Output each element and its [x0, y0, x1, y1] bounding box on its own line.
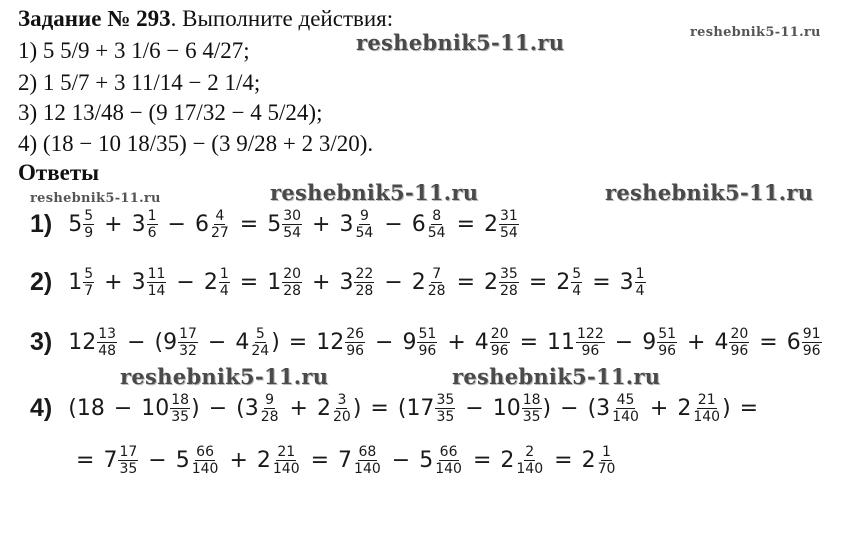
fraction [354, 266, 374, 299]
op: − [207, 330, 227, 355]
denominator: 54 [500, 225, 518, 241]
mixed-number [338, 444, 383, 477]
mixed-whole: 2 [203, 270, 218, 295]
numerator: 35 [500, 266, 518, 282]
mixed-number [677, 392, 722, 425]
numerator: 1 [602, 444, 611, 460]
numerator: 9 [359, 208, 369, 224]
mixed-whole: 2 [484, 270, 499, 295]
numerator: 21 [277, 444, 296, 460]
op: − [113, 396, 133, 421]
mixed-whole: 11 [547, 330, 576, 355]
mixed-whole: 2 [500, 448, 515, 473]
denominator: 140 [612, 409, 639, 425]
solution-number: 2) [30, 268, 53, 296]
mixed-whole: 7 [338, 448, 353, 473]
fraction [282, 266, 302, 299]
numerator: 5 [255, 326, 265, 342]
mixed-number [132, 266, 168, 299]
fraction [499, 266, 519, 299]
mixed-number [547, 326, 606, 359]
mixed-number [257, 444, 302, 477]
mixed-whole: 4 [714, 330, 729, 355]
mixed-number [484, 208, 520, 241]
solution-number: 4) [30, 394, 53, 422]
paren: ( [397, 396, 407, 421]
fraction [427, 266, 447, 299]
op: + [289, 396, 308, 421]
numerator: 5 [572, 266, 582, 282]
op: − [560, 396, 579, 421]
fraction [427, 208, 447, 241]
task-header [18, 6, 393, 32]
numerator: 22 [355, 266, 374, 282]
denominator: 9 [84, 225, 94, 241]
op: = [239, 212, 259, 237]
fraction [417, 326, 437, 359]
numerator: 1 [147, 208, 157, 224]
paren: ) [271, 330, 280, 355]
denominator: 35 [522, 409, 541, 425]
denominator: 4 [572, 283, 582, 299]
op: + [447, 330, 466, 355]
denominator: 24 [251, 343, 270, 359]
fraction [522, 392, 542, 425]
op: = [370, 396, 389, 421]
watermark: reshebnik5-11.ru [452, 364, 661, 389]
denominator: 96 [658, 343, 677, 359]
numerator: 51 [658, 326, 677, 342]
mixed-number [68, 326, 118, 359]
mixed-whole: 6 [786, 330, 801, 355]
mixed-whole: 5 [68, 212, 83, 237]
watermark: reshebnik5-11.ru [270, 180, 479, 205]
solution-number: 1) [30, 210, 53, 238]
mixed-number [267, 266, 303, 299]
mixed-whole: 2 [316, 396, 331, 421]
mixed-number [204, 266, 231, 299]
numerator: 51 [418, 326, 437, 342]
op: = [528, 270, 548, 295]
mixed-number [412, 266, 448, 299]
fraction [282, 208, 302, 241]
mixed-number [316, 326, 366, 359]
mixed-number [402, 326, 438, 359]
paren: ( [587, 396, 597, 421]
denominator: 6 [147, 225, 157, 241]
op: + [104, 212, 123, 237]
watermark: reshebnik5-11.ru [356, 30, 565, 55]
numerator: 17 [119, 444, 138, 460]
numerator: 18 [171, 392, 190, 408]
fraction [490, 326, 510, 359]
mixed-number [714, 326, 750, 359]
op: = [76, 448, 95, 473]
op: = [739, 396, 759, 421]
op: − [208, 396, 228, 421]
denominator: 140 [435, 461, 462, 477]
numerator: 122 [577, 326, 604, 342]
mixed-whole: 3 [619, 270, 634, 295]
mixed-whole: 6 [194, 212, 209, 237]
numerator: 21 [697, 392, 716, 408]
mixed-number [339, 208, 375, 241]
mixed-number [787, 326, 823, 359]
numerator: 13 [98, 326, 117, 342]
numerator: 20 [283, 266, 302, 282]
op: = [472, 448, 492, 473]
fraction [272, 444, 301, 477]
denominator: 96 [581, 343, 600, 359]
op: + [312, 212, 331, 237]
op: = [519, 330, 539, 355]
mixed-number [176, 444, 221, 477]
mixed-number [163, 326, 199, 359]
task-line-3: 3) 12 13/48 − (9 17/32 − 4 5/24); [18, 100, 323, 125]
denominator: 28 [500, 283, 518, 299]
paren: ( [154, 330, 164, 355]
mixed-whole: 3 [131, 270, 146, 295]
denominator: 140 [516, 461, 544, 477]
mixed-whole: 1 [68, 270, 83, 295]
mixed-whole: 10 [141, 396, 170, 421]
op: − [465, 396, 484, 421]
numerator: 11 [147, 266, 166, 282]
paren: ) [722, 396, 731, 421]
numerator: 7 [432, 266, 442, 282]
denominator: 27 [210, 225, 229, 241]
watermark-small: reshebnik5-11.ru [690, 25, 821, 40]
op: = [592, 270, 611, 295]
mixed-whole: 3 [339, 270, 354, 295]
op: − [614, 330, 634, 355]
mixed-number [103, 444, 139, 477]
mixed-whole: 12 [68, 330, 97, 355]
mixed-number [642, 326, 678, 359]
fraction [118, 444, 138, 477]
fraction [178, 326, 198, 359]
task-line-4: 4) (18 − 10 18/35) − (3 9/28 + 2 3/20). [18, 131, 374, 156]
mixed-number [484, 266, 520, 299]
mixed-whole: 17 [406, 396, 435, 421]
mixed-number [582, 444, 618, 477]
op: = [239, 270, 259, 295]
mixed-number [406, 392, 456, 425]
fraction [729, 326, 749, 359]
mixed-whole: 3 [339, 212, 354, 237]
denominator: 28 [283, 283, 302, 299]
fraction [499, 208, 519, 241]
denominator: 14 [147, 283, 166, 299]
mixed-number [68, 266, 95, 299]
mixed-whole: 10 [492, 396, 521, 421]
mixed-whole: 12 [316, 330, 345, 355]
mixed-whole: 9 [402, 330, 417, 355]
fraction [97, 326, 117, 359]
fraction [147, 266, 167, 299]
mixed-number [235, 326, 271, 359]
numerator: 30 [283, 208, 302, 224]
answers-heading: Ответы [18, 160, 100, 185]
fraction [515, 444, 544, 477]
number: 18 [76, 396, 105, 421]
numerator: 2 [525, 444, 535, 460]
denominator: 96 [802, 343, 821, 359]
mixed-number [267, 208, 303, 241]
numerator: 18 [522, 392, 541, 408]
mixed-whole: 5 [419, 448, 434, 473]
fraction [170, 392, 190, 425]
op: + [229, 448, 248, 473]
mixed-whole: 6 [411, 212, 426, 237]
paren: ( [68, 396, 77, 421]
task-line-2: 2) 1 5/7 + 3 11/14 − 2 1/4; [18, 70, 261, 95]
op: − [148, 448, 167, 473]
numerator: 35 [436, 392, 455, 408]
numerator: 26 [346, 326, 365, 342]
fraction [802, 326, 822, 359]
numerator: 1 [219, 266, 229, 282]
mixed-whole: 1 [267, 270, 282, 295]
fraction [354, 208, 374, 241]
numerator: 4 [215, 208, 225, 224]
numerator: 17 [179, 326, 197, 342]
numerator: 91 [802, 326, 821, 342]
mixed-number [132, 208, 159, 241]
mixed-whole: 4 [474, 330, 489, 355]
mixed-whole: 2 [484, 212, 499, 237]
mixed-number [317, 392, 353, 425]
denominator: 35 [436, 409, 455, 425]
fraction [332, 392, 352, 425]
op: = [554, 448, 573, 473]
op: + [312, 270, 331, 295]
watermark: reshebnik5-11.ru [120, 364, 329, 389]
fraction [353, 444, 382, 477]
mixed-whole: 9 [642, 330, 657, 355]
denominator: 28 [355, 283, 374, 299]
mixed-number [141, 392, 191, 425]
denominator: 96 [418, 343, 437, 359]
task-line-1: 1) 5 5/9 + 3 1/6 − 6 4/27; [18, 38, 250, 63]
solution-2 [30, 266, 647, 299]
mixed-whole: 2 [581, 448, 596, 473]
denominator: 54 [355, 225, 374, 241]
denominator: 96 [490, 343, 509, 359]
numerator: 68 [358, 444, 377, 460]
numerator: 31 [500, 208, 518, 224]
op: − [384, 212, 403, 237]
fraction [191, 444, 220, 477]
mixed-whole: 3 [596, 396, 611, 421]
mixed-number [68, 208, 95, 241]
numerator: 66 [439, 444, 458, 460]
mixed-whole: 5 [267, 212, 282, 237]
denominator: 140 [693, 409, 721, 425]
denominator: 28 [260, 409, 279, 425]
op: − [176, 270, 195, 295]
op: = [456, 212, 476, 237]
mixed-whole: 2 [556, 270, 571, 295]
mixed-whole: 7 [103, 448, 118, 473]
mixed-number [419, 444, 464, 477]
mixed-whole: 4 [235, 330, 250, 355]
op: = [310, 448, 330, 473]
fraction [250, 326, 270, 359]
op: = [456, 270, 476, 295]
fraction [597, 444, 617, 477]
numerator: 66 [196, 444, 214, 460]
mixed-number [475, 326, 511, 359]
op: − [127, 330, 146, 355]
mixed-number [493, 392, 543, 425]
solution-number: 3) [30, 328, 53, 356]
mixed-number [195, 208, 231, 241]
numerator: 1 [635, 266, 645, 282]
fraction [435, 392, 455, 425]
denominator: 140 [354, 461, 381, 477]
fraction [611, 392, 640, 425]
fraction [576, 326, 605, 359]
mixed-whole: 9 [163, 330, 178, 355]
op: + [687, 330, 706, 355]
fraction [260, 392, 280, 425]
op: − [391, 448, 411, 473]
task-number: Задание № 293 [18, 6, 171, 31]
op: = [288, 330, 308, 355]
denominator: 70 [597, 461, 616, 477]
denominator: 35 [119, 461, 138, 477]
denominator: 54 [427, 225, 446, 241]
watermark-small: reshebnik5-11.ru [30, 191, 161, 206]
op: = [759, 330, 778, 355]
paren: ) [352, 396, 362, 421]
fraction [657, 326, 677, 359]
solution-1 [30, 208, 520, 241]
denominator: 32 [179, 343, 197, 359]
mixed-whole: 3 [244, 396, 259, 421]
op: − [167, 212, 186, 237]
fraction [692, 392, 721, 425]
denominator: 96 [346, 343, 365, 359]
fraction [434, 444, 463, 477]
denominator: 54 [283, 225, 302, 241]
watermark: reshebnik5-11.ru [605, 180, 814, 205]
mixed-whole: 2 [256, 448, 271, 473]
numerator: 9 [265, 392, 275, 408]
fraction [635, 266, 646, 299]
numerator: 8 [432, 208, 442, 224]
fraction [83, 208, 94, 241]
numerator: 5 [84, 208, 94, 224]
fraction [219, 266, 230, 299]
solution-4-line-1 [30, 392, 767, 425]
mixed-number [596, 392, 641, 425]
denominator: 28 [427, 283, 446, 299]
denominator: 48 [98, 343, 117, 359]
numerator: 20 [490, 326, 509, 342]
numerator: 45 [616, 392, 635, 408]
paren: ( [236, 396, 245, 421]
solution-4-line-2 [76, 444, 617, 477]
mixed-number [412, 208, 448, 241]
numerator: 3 [337, 392, 347, 408]
denominator: 35 [171, 409, 190, 425]
denominator: 96 [730, 343, 749, 359]
denominator: 140 [272, 461, 300, 477]
mixed-whole: 2 [677, 396, 692, 421]
fraction [210, 208, 230, 241]
mixed-whole: 3 [131, 212, 146, 237]
denominator: 7 [84, 283, 94, 299]
fraction [571, 266, 582, 299]
denominator: 4 [219, 283, 229, 299]
mixed-number [245, 392, 281, 425]
mixed-whole: 5 [175, 448, 190, 473]
fraction [345, 326, 365, 359]
op: + [649, 396, 669, 421]
fraction [147, 208, 158, 241]
task-instruction: . Выполните действия: [170, 6, 394, 31]
mixed-number [620, 266, 647, 299]
fraction [83, 266, 94, 299]
op: + [104, 270, 123, 295]
paren: ) [542, 396, 552, 421]
denominator: 140 [191, 461, 219, 477]
denominator: 20 [332, 409, 351, 425]
solution-3 [30, 326, 823, 359]
denominator: 4 [635, 283, 645, 299]
mixed-number [556, 266, 583, 299]
mixed-number [500, 444, 545, 477]
numerator: 5 [84, 266, 94, 282]
numerator: 20 [730, 326, 749, 342]
op: − [384, 270, 403, 295]
paren: ) [191, 396, 200, 421]
op: − [375, 330, 394, 355]
mixed-number [339, 266, 375, 299]
mixed-whole: 2 [411, 270, 426, 295]
